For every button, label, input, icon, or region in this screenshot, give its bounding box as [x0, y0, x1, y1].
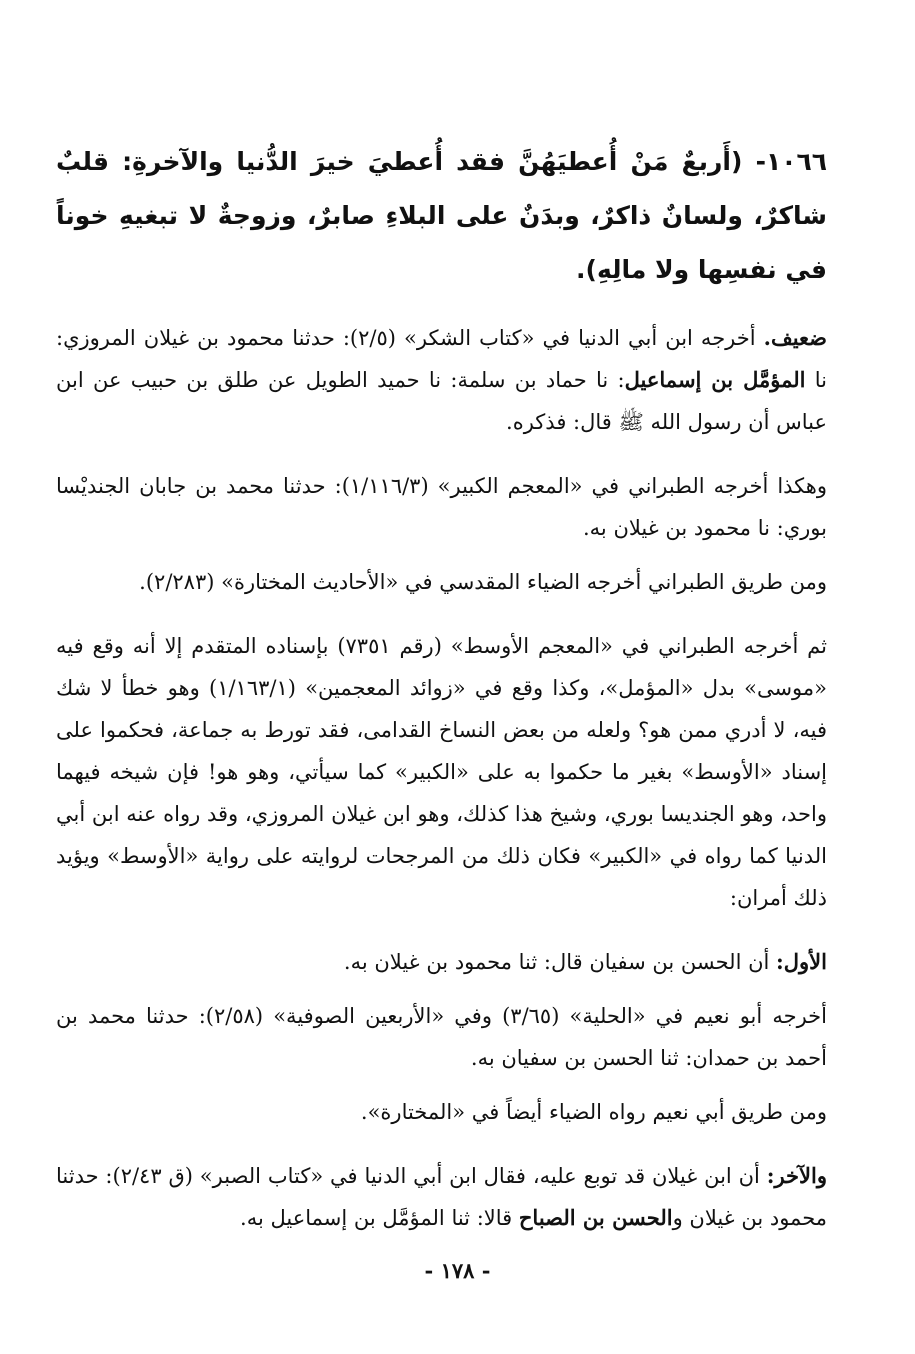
second-point-label: والآخر: [766, 1163, 827, 1188]
narrator-name: المؤمَّل بن إسماعيل [624, 367, 806, 392]
tabarani-awsat-paragraph: ثم أخرجه الطبراني في «المعجم الأوسط» (رقم ٧٣٥١) بإسناده المتقدم إلا أنه وقع فيه «موسى» بدل «المؤمل»، وكذا وقع في «زوائد المعجمين» (١/١٦٣/١) وهو خطأ لا شك فيه، لا أدري ممن هو؟ ولعله من بعض النساخ القدامى، فقد تورط به جماعة، فحكموا على إسناد «الأوسط» بغير ما حكموا به على «الكبير» كما سيأتي، وهو هو! فإن شيخه فيهما واحد، وهو الجنديسا بوري، وشيخ هذا كذلك، وهو ابن غيلان المروزي، وقد رواه عنه ابن أبي الدنيا كما رواه في «الكبير» فكان ذلك من المرجحات لروايته على رواية «الأوسط» ويؤيد ذلك أمران: [56, 634, 827, 910]
diya-mukhtara-paragraph: ومن طريق أبي نعيم رواه الضياء أيضاً في «المختارة». [360, 1100, 827, 1124]
page-body [56, 135, 827, 1239]
narrator-name: الحسن بن الصباح [518, 1205, 673, 1230]
abu-nuaym-paragraph: أخرجه أبو نعيم في «الحلية» (٣/٦٥) وفي «الأربعين الصوفية» (٢/٥٨): حدثنا محمد بن أحمد بن حمدان: ثنا الحسن بن سفيان به. [56, 1004, 827, 1070]
grading-label: ضعيف. [763, 325, 827, 350]
tabarani-kabir-paragraph: وهكذا أخرجه الطبراني في «المعجم الكبير» (١/١١٦/٣): حدثنا محمد بن جابان الجنديْسا بوري: نا محمود بن غيلان به. [56, 474, 827, 540]
hadith-text [56, 135, 827, 297]
page-number: - ١٧٨ - [424, 1258, 491, 1283]
second-point-paragraph: والآخر: أن ابن غيلان قد توبع عليه، فقال ابن أبي الدنيا في «كتاب الصبر» (ق ٢/٤٣): حدثنا محمود بن غيلان والحسن بن الصباح قالا: ثنا المؤمَّل بن إسماعيل به. [56, 1163, 827, 1230]
diya-paragraph: ومن طريق الطبراني أخرجه الضياء المقدسي في «الأحاديث المختارة» (٢/٢٨٣). [139, 570, 827, 594]
hadith-number: ١٠٦٦- [755, 147, 827, 176]
first-point-label: الأول: [776, 949, 827, 974]
hadith-matn: (أَربعٌ مَنْ أُعطيَهُنَّ فقد أُعطيَ خيرَ الدُّنيا والآخرةِ: قلبٌ شاكرٌ، ولسانٌ ذاكرٌ، وبدَنٌ على البلاءِ صابرٌ، وزوجةٌ لا تبغيهِ خوناً في نفسِها ولا مالِهِ). [56, 147, 827, 284]
first-point-paragraph: الأول: أن الحسن بن سفيان قال: ثنا محمود بن غيلان به. [343, 949, 827, 974]
grading-paragraph: ضعيف. أخرجه ابن أبي الدنيا في «كتاب الشكر» (٢/٥): حدثنا محمود بن غيلان المروزي: نا المؤمَّل بن إسماعيل: نا حماد بن سلمة: نا حميد الطويل عن طلق بن حبيب عن ابن عباس أن رسول الله ﷺ قال: فذكره. [56, 325, 827, 434]
